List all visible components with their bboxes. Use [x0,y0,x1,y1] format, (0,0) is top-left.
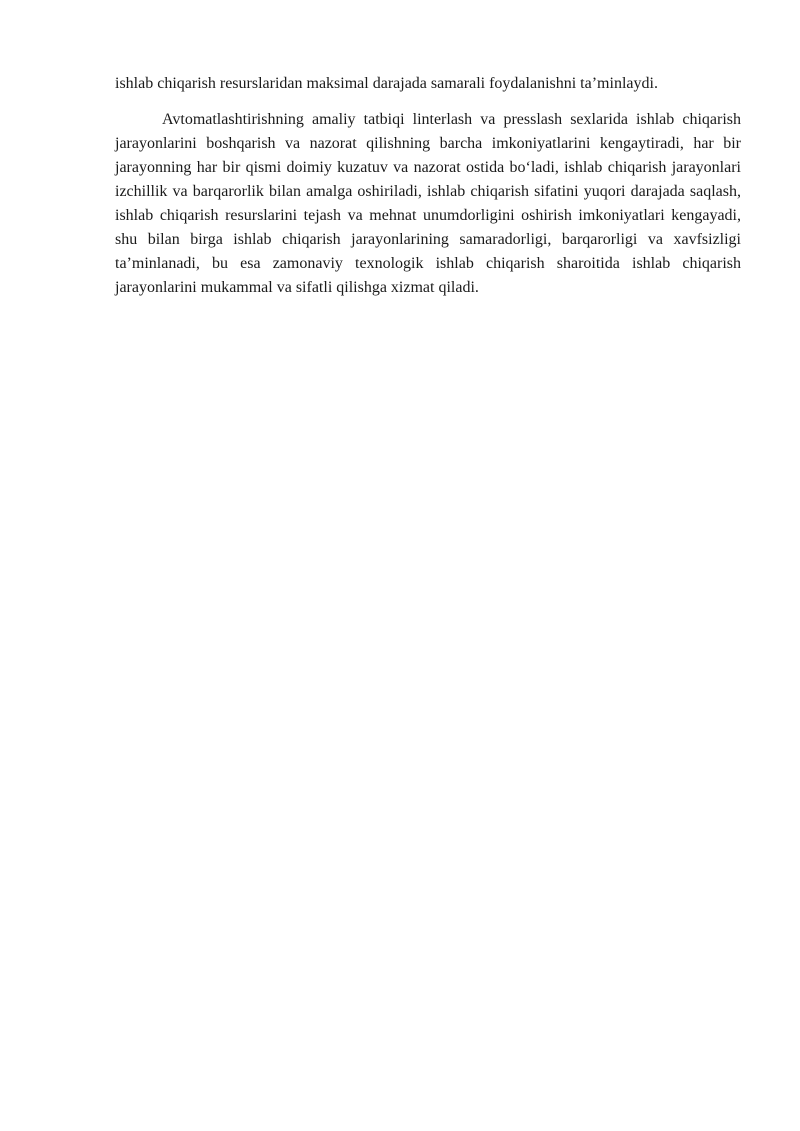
paragraph-automation: Avtomatlashtirishning amaliy tatbiqi linterlash va presslash sexlarida ishlab chiqarish jarayonlarini boshqarish va nazorat qilishning barcha imkoniyatlarini kengaytiradi, har bir jarayonning har bir qismi doimiy kuzatuv va nazorat ostida boʻladi, ishlab chiqarish jarayonlari izchillik va barqarorlik bilan amalga oshiriladi, ishlab chiqarish sifatini yuqori darajada saqlash, ishlab chiqarish resurslarini tejash va mehnat unumdorligini oshirish imkoniyatlari kengayadi, shu bilan birga ishlab chiqarish jarayonlarining samaradorligi, barqarorligi va xavfsizligi ta’minlanadi, bu esa zamonaviy texnologik ishlab chiqarish sharoitida ishlab chiqarish jarayonlarini mukammal va sifatli qilishga xizmat qiladi. [115,111,741,296]
paragraph-continued: ishlab chiqarish resurslaridan maksimal darajada samarali foydalanishni ta’minlaydi. [115,75,658,92]
document-body [115,72,741,300]
